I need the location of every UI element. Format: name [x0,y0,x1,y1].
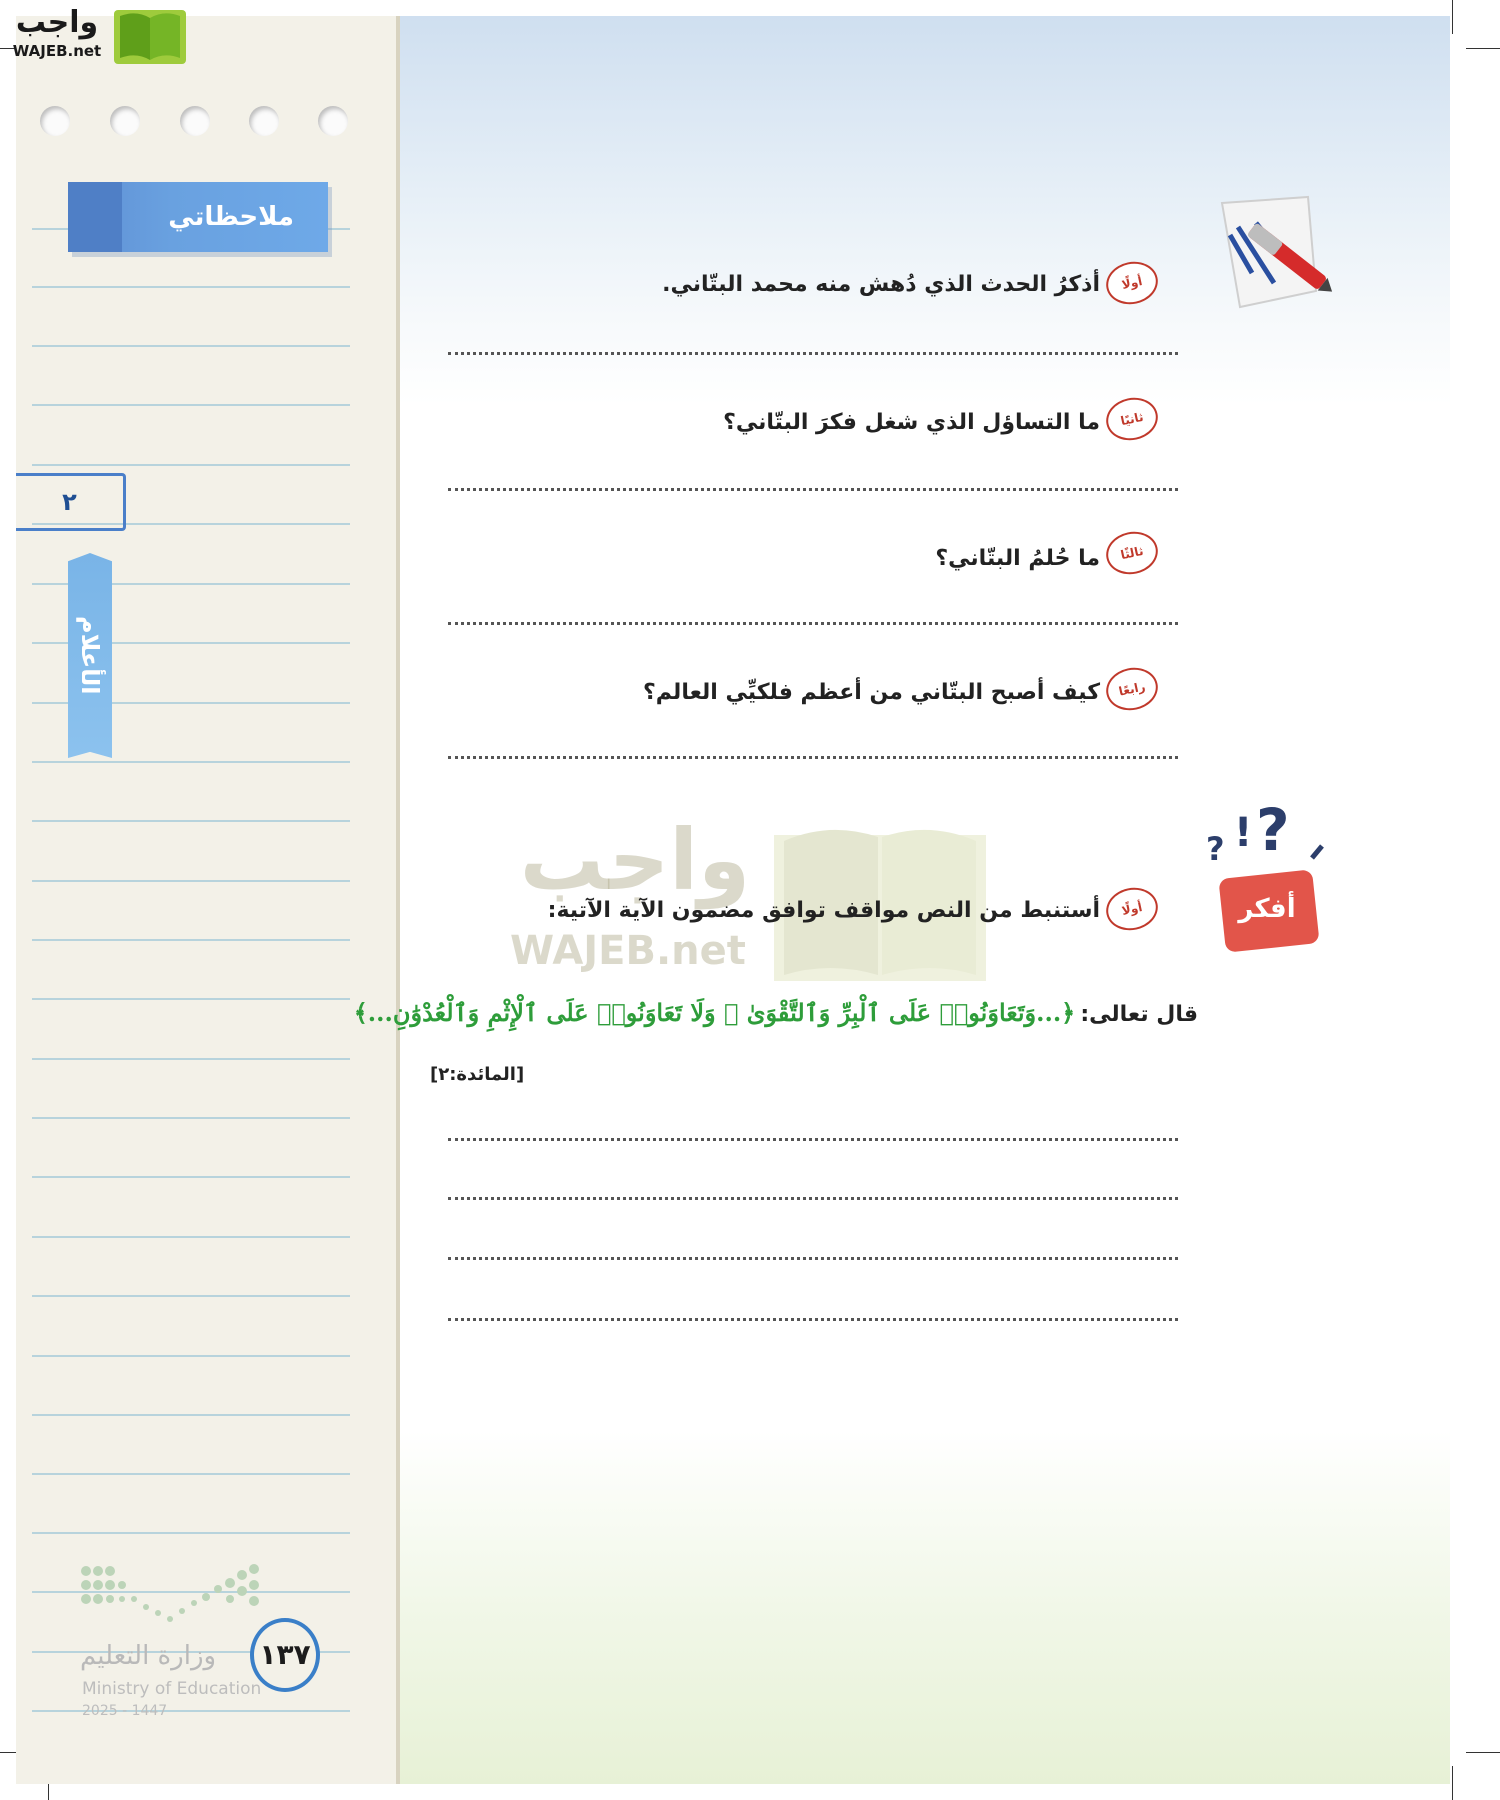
binder-hole [249,106,279,136]
svg-text:?: ? [1206,830,1225,868]
note-rule [32,1414,350,1416]
crop-mark [1466,48,1500,49]
watermark-text-en: WAJEB.net [510,928,746,974]
ordinal-badge: أولًا [1102,883,1162,935]
think-section-label: أفكر [1238,894,1296,924]
ordinal-badge: ثالثًا [1102,527,1162,579]
note-rule [32,464,350,466]
note-rule [32,1295,350,1297]
ordinal-badge: ثانيًا [1102,393,1162,445]
page-number: ١٣٧ [250,1618,320,1692]
crop-mark [1452,0,1453,34]
watermark-text-ar: واجب [519,811,751,909]
svg-text:!: ! [1234,810,1253,856]
note-rule [32,998,350,1000]
crop-mark [1466,1752,1500,1753]
binder-hole [40,106,70,136]
think-question: أستنبط من النص مواقف توافق مضمون الآية الآتية: [547,898,1100,923]
note-rule [32,1058,350,1060]
note-rule [32,1473,350,1475]
note-rule [32,1236,350,1238]
note-rule [32,286,350,288]
binder-hole [110,106,140,136]
ministry-logo-icon [80,1563,270,1623]
edition-year: 2025 - 1447 [82,1703,168,1719]
note-rule [32,404,350,406]
answer-line[interactable] [448,756,1178,759]
question-4: كيف أصبح البتّاني من أعظم فلكيِّي العالم؟ [643,680,1100,705]
note-rule [32,1176,350,1178]
answer-section-label [1216,246,1218,247]
quran-verse: ﴿...وَتَعَاوَنُوا۟ عَلَى ٱلْبِرِّ وَٱلتَّقْوَىٰ ۖ وَلَا تَعَاوَنُوا۟ عَلَى ٱلْإِثْمِ وَٱلْعُدْوَٰنِ...﴾ [353,998,1076,1027]
binder-hole [180,106,210,136]
ordinal-badge: أولًا [1102,257,1162,309]
question-2: ما التساؤل الذي شغل فكرَ البتّاني؟ [723,410,1100,435]
quran-verse-block [353,998,1198,1027]
ministry-name-en: Ministry of Education [82,1679,262,1699]
note-rule [32,1710,350,1712]
note-rule [32,1355,350,1357]
unit-number: ٢ [16,473,126,531]
note-rule [32,1117,350,1119]
notes-column [16,16,400,1784]
answer-line[interactable] [448,622,1178,625]
note-rule [32,880,350,882]
unit-title: الأعلام [76,616,104,695]
answer-line[interactable] [448,352,1178,355]
note-rule [32,820,350,822]
ministry-name-ar: وزارة التعليم [80,1641,217,1671]
note-rule [32,1532,350,1534]
answer-line[interactable] [448,1197,1178,1200]
answer-line[interactable] [448,488,1178,491]
svg-text:?: ? [1256,800,1290,864]
note-rule [32,939,350,941]
note-rule [32,345,350,347]
pen-paper-icon [1212,195,1342,315]
question-3: ما حُلمُ البتّاني؟ [935,546,1100,571]
quran-reference: [المائدة:٢] [430,1064,525,1085]
answer-line[interactable] [448,1318,1178,1321]
answer-line[interactable] [448,1257,1178,1260]
note-rule [32,761,350,763]
site-logo-text-en: WAJEB.net [12,42,102,60]
site-logo-text-ar: واجب [15,5,99,40]
answer-line[interactable] [448,1138,1178,1141]
ordinal-badge: رابعًا [1102,663,1162,715]
question-1: أذكرُ الحدث الذي دُهش منه محمد البتّاني. [662,272,1100,297]
crop-mark [1452,1766,1453,1800]
notes-title: ملاحظاتي [68,182,328,252]
binder-hole [318,106,348,136]
quran-intro: قال تعالى: [1080,1002,1198,1027]
